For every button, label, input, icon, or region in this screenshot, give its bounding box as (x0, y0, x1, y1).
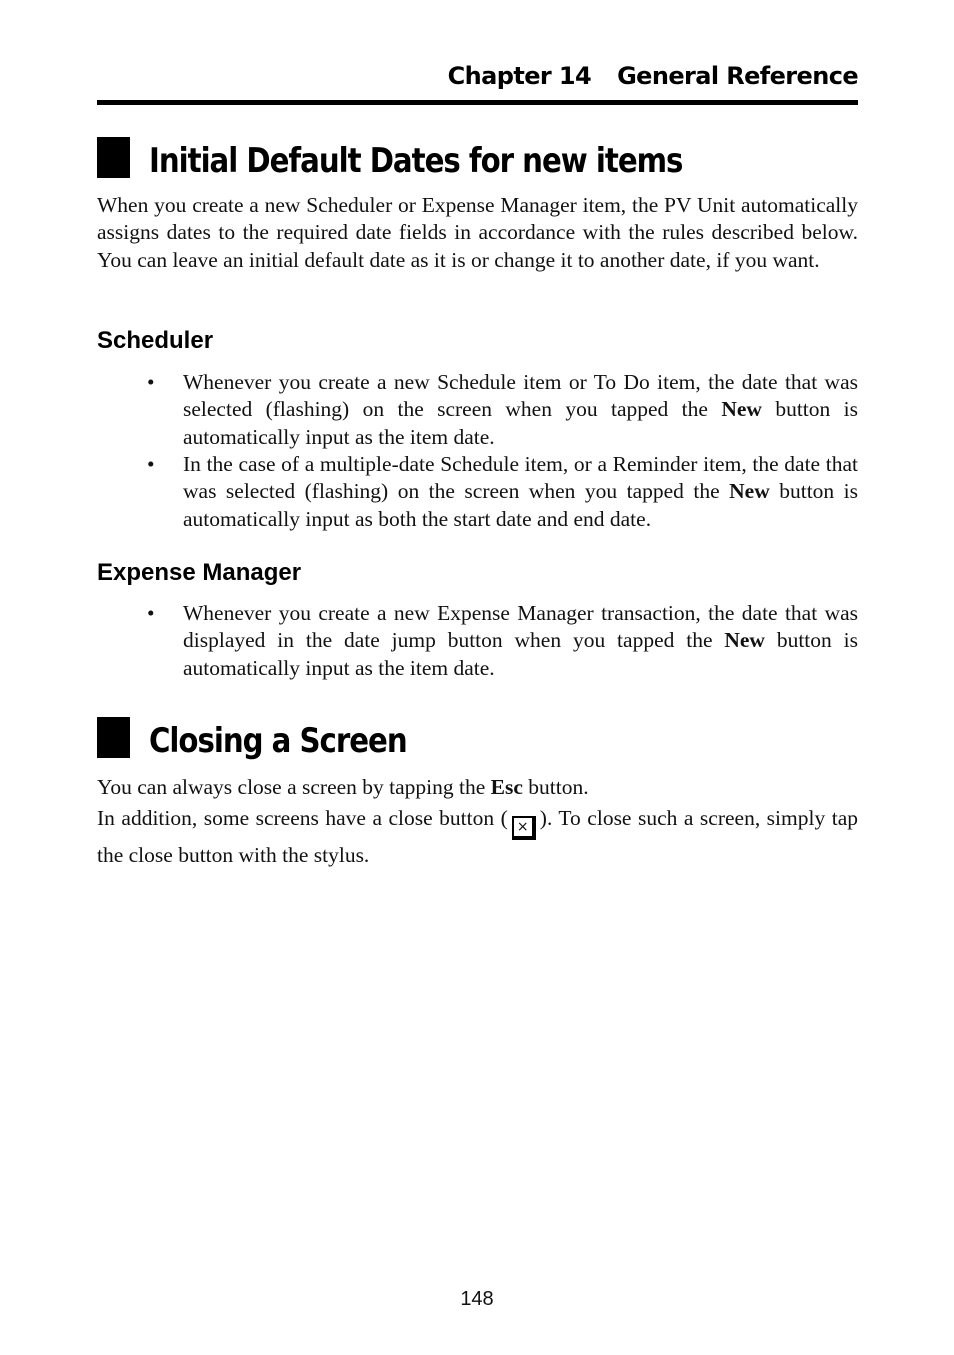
page-header (97, 60, 858, 105)
closing-line-2: In addition, some screens have a close button ( × ). To close such a screen, simply tap the close button with the stylus. (97, 806, 858, 867)
section-heading-initial-dates (97, 137, 858, 181)
section-heading-closing-screen (97, 717, 858, 761)
section-title: Closing a Screen (149, 721, 407, 761)
close-x-icon: × (512, 816, 536, 840)
scheduler-bullet-2: In the case of a multiple-date Schedule item, or a Reminder item, the date that was selected (flashing) on the screen when you tapped the New button is automatically input as both the start date and end date. (183, 452, 858, 531)
subheading-scheduler: Scheduler (97, 327, 214, 354)
closing-line-1: You can always close a screen by tapping the Esc button. (97, 775, 589, 799)
chapter-heading (448, 62, 858, 90)
chapter-number: Chapter 14 (447, 62, 592, 90)
page-number: 148 (460, 1288, 494, 1310)
subheading-expense-manager: Expense Manager (97, 559, 302, 586)
section-marker-icon (97, 137, 130, 178)
chapter-title: General Reference (617, 62, 858, 90)
bullet-icon: • (147, 452, 155, 476)
bullet-icon: • (147, 370, 155, 394)
section-title: Initial Default Dates for new items (149, 141, 683, 181)
scheduler-bullet-1: Whenever you create a new Schedule item or To Do item, the date that was selected (flashing) on the screen when you tapped the New button is automatically input as the item date. (183, 370, 858, 449)
section-marker-icon (97, 717, 130, 758)
bullet-icon: • (147, 601, 155, 625)
expense-bullet-1: Whenever you create a new Expense Manager transaction, the date that was displayed in the date jump button when you tapped the New button is automatically input as the item date. (183, 601, 858, 680)
section-intro-paragraph: When you create a new Scheduler or Expense Manager item, the PV Unit automatically assigns dates to the required date fields in accordance with the rules described below. You can leave an initial default date as it is or change it to another date, if you want. (97, 193, 858, 272)
